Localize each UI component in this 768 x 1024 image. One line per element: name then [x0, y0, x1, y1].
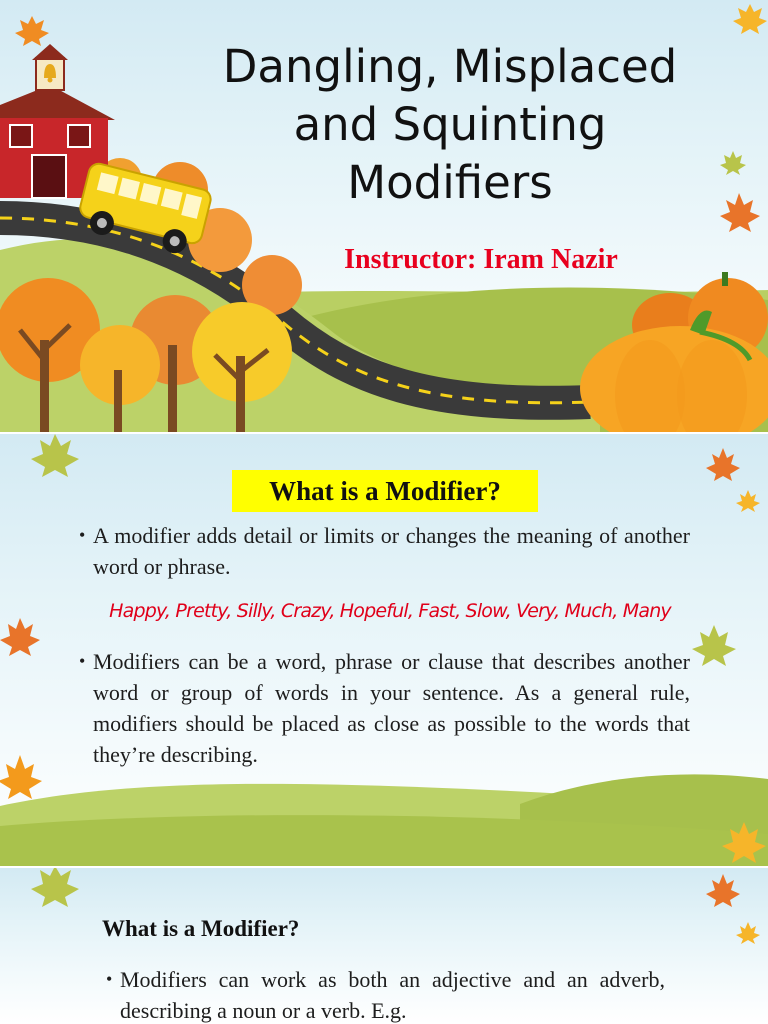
bullet-text: A modifier adds detail or limits or changes the meaning of another word or phrase. [93, 523, 690, 579]
slide-heading: What is a Modifier? [102, 916, 300, 941]
bullet-point [79, 520, 690, 582]
maple-leaf-icon [720, 151, 746, 175]
modifier-examples: Happy, Pretty, Silly, Crazy, Hopeful, Fast, Slow, Very, Much, Many [109, 600, 671, 622]
bullet-marker: • [106, 969, 113, 989]
bullet-point [106, 964, 665, 1024]
title-line: Modifiers [347, 156, 553, 209]
title-slide [0, 0, 768, 432]
bullet-text: Modifiers can work as both an adjective and an adverb, describing a noun or a verb. E.g. [120, 967, 665, 1023]
maple-leaf-icon [0, 618, 40, 656]
bullet-text: Modifiers can be a word, phrase or clause that describes another word or group of words in your sentence. As a general rule, modifiers should be placed as close as possible to the words that they’re describing. [93, 649, 690, 767]
title-line: and Squinting [293, 98, 607, 151]
title-line: Dangling, Misplaced [222, 40, 678, 93]
instructor-name: Instructor: Iram Nazir [344, 244, 618, 275]
slide-heading-highlighted: What is a Modifier? [232, 470, 538, 512]
maple-leaf-icon [31, 868, 79, 907]
bullet-point [79, 646, 690, 770]
adjective-adverb-slide [0, 868, 768, 1024]
maple-leaf-icon [706, 874, 740, 907]
presentation-title [180, 38, 720, 212]
bullet-marker: • [79, 525, 86, 545]
maple-leaf-icon [720, 193, 760, 232]
maple-leaf-icon [733, 4, 767, 34]
maple-leaf-icon [706, 448, 740, 481]
maple-leaf-icon [15, 16, 49, 46]
maple-leaf-icon [692, 625, 736, 666]
maple-leaf-icon [0, 755, 42, 799]
bullet-marker: • [79, 651, 86, 671]
maple-leaf-icon [31, 434, 79, 477]
definition-slide [0, 434, 768, 866]
maple-leaf-icon [736, 922, 760, 944]
maple-leaf-icon [736, 490, 760, 512]
